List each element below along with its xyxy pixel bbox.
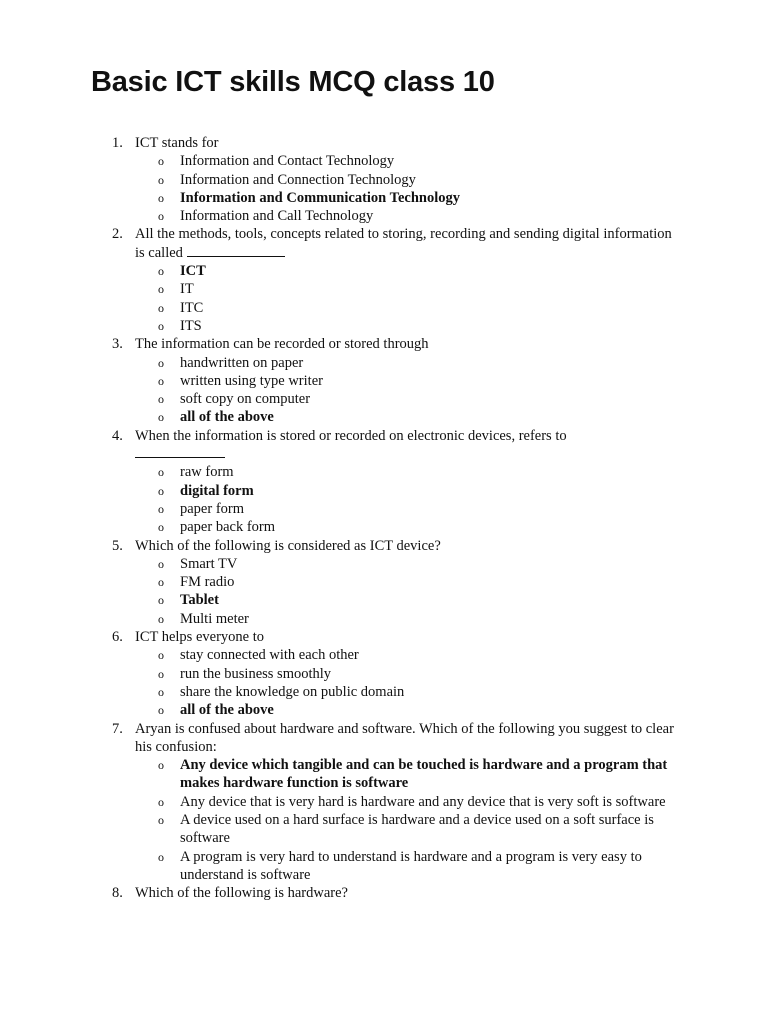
question-number: 4. xyxy=(112,427,123,444)
options-list xyxy=(135,646,678,719)
option-text: paper form xyxy=(180,500,245,517)
option-text: raw form xyxy=(180,464,234,481)
question-text: Which of the following is considered as ICT device? xyxy=(135,537,441,554)
question-text: Aryan is confused about hardware and software. Which of the following you suggest to clear his confusion: xyxy=(135,720,674,755)
circle-bullet-icon: o xyxy=(158,483,164,498)
question-text: ICT helps everyone to xyxy=(135,629,264,646)
option xyxy=(135,171,678,189)
circle-bullet-icon: o xyxy=(158,593,164,608)
question-number: 3. xyxy=(112,336,123,353)
question-1 xyxy=(0,134,768,225)
option xyxy=(135,848,678,885)
option xyxy=(135,811,678,848)
option-text: run the business smoothly xyxy=(180,665,332,682)
circle-bullet-icon: o xyxy=(158,648,164,663)
option-correct xyxy=(135,262,678,280)
option-text: Any device that is very hard is hardware and any device that is very soft is software xyxy=(180,793,666,810)
option xyxy=(135,280,678,298)
option xyxy=(135,354,678,372)
option-text: digital form xyxy=(180,482,254,499)
answer-blank xyxy=(135,445,225,458)
option-text: Information and Communication Technology xyxy=(180,189,460,206)
option-correct xyxy=(135,591,678,609)
option xyxy=(135,390,678,408)
option-correct xyxy=(135,408,678,426)
option xyxy=(135,518,678,536)
circle-bullet-icon: o xyxy=(158,355,164,370)
circle-bullet-icon: o xyxy=(158,264,164,279)
circle-bullet-icon: o xyxy=(158,465,164,480)
option xyxy=(135,646,678,664)
circle-bullet-icon: o xyxy=(158,501,164,516)
circle-bullet-icon: o xyxy=(158,282,164,297)
question-3 xyxy=(0,335,768,426)
circle-bullet-icon: o xyxy=(158,373,164,388)
circle-bullet-icon: o xyxy=(158,611,164,626)
question-number: 2. xyxy=(112,226,123,243)
circle-bullet-icon: o xyxy=(158,556,164,571)
option-text: Tablet xyxy=(180,592,219,609)
question-number: 5. xyxy=(112,537,123,554)
option-text: IT xyxy=(180,281,194,298)
circle-bullet-icon: o xyxy=(158,849,164,864)
option-text: paper back form xyxy=(180,519,276,536)
option xyxy=(135,793,678,811)
option xyxy=(135,683,678,701)
option xyxy=(135,372,678,390)
question-list xyxy=(0,134,768,902)
circle-bullet-icon: o xyxy=(158,703,164,718)
option-text: Any device which tangible and can be touched is hardware and a program that makes hardware function is software xyxy=(180,757,668,792)
circle-bullet-icon: o xyxy=(158,812,164,827)
circle-bullet-icon: o xyxy=(158,190,164,205)
option xyxy=(135,317,678,335)
circle-bullet-icon: o xyxy=(158,300,164,315)
option-text: written using type writer xyxy=(180,372,323,389)
question-text-wrap xyxy=(135,427,678,464)
circle-bullet-icon: o xyxy=(158,666,164,681)
circle-bullet-icon: o xyxy=(158,794,164,809)
option-text: Smart TV xyxy=(180,555,238,572)
option-text: ITS xyxy=(180,317,202,334)
circle-bullet-icon: o xyxy=(158,172,164,187)
circle-bullet-icon: o xyxy=(158,575,164,590)
options-list xyxy=(135,354,678,427)
circle-bullet-icon: o xyxy=(158,410,164,425)
answer-blank xyxy=(187,244,285,257)
option-text: share the knowledge on public domain xyxy=(180,683,405,700)
question-4 xyxy=(0,427,768,537)
option xyxy=(135,573,678,591)
option-text: FM radio xyxy=(180,574,235,591)
option-text: ICT xyxy=(180,263,206,280)
circle-bullet-icon: o xyxy=(158,318,164,333)
option-text: A program is very hard to understand is hardware and a program is very easy to understand is software xyxy=(180,848,642,883)
option-text: soft copy on computer xyxy=(180,391,311,408)
circle-bullet-icon: o xyxy=(158,392,164,407)
question-5 xyxy=(0,537,768,628)
option xyxy=(135,463,678,481)
options-list xyxy=(135,756,678,884)
options-list xyxy=(135,555,678,628)
question-2 xyxy=(0,225,768,335)
question-6 xyxy=(0,628,768,719)
option-text: Multi meter xyxy=(180,610,249,627)
question-text: All the methods, tools, concepts related to storing, recording and sending digital information is called xyxy=(135,226,672,261)
question-7 xyxy=(0,720,768,885)
question-text: When the information is stored or recorded on electronic devices, refers to xyxy=(135,427,567,444)
option xyxy=(135,665,678,683)
option-correct xyxy=(135,701,678,719)
option-text: A device used on a hard surface is hardware and a device used on a soft surface is software xyxy=(180,811,654,847)
page-title: Basic ICT skills MCQ class 10 xyxy=(91,66,495,98)
option-text: Information and Connection Technology xyxy=(180,171,416,188)
question-number: 7. xyxy=(112,720,123,737)
question-text-wrap xyxy=(135,225,678,262)
option-text: ITC xyxy=(180,299,204,316)
circle-bullet-icon: o xyxy=(158,684,164,699)
circle-bullet-icon: o xyxy=(158,154,164,169)
question-number: 6. xyxy=(112,629,123,646)
option-correct xyxy=(135,189,678,207)
options-list xyxy=(135,262,678,335)
option xyxy=(135,207,678,225)
circle-bullet-icon: o xyxy=(158,758,164,773)
question-text: ICT stands for xyxy=(135,135,219,151)
option-correct xyxy=(135,482,678,500)
circle-bullet-icon: o xyxy=(158,209,164,224)
option-text: all of the above xyxy=(180,702,274,719)
option-text: stay connected with each other xyxy=(180,647,359,664)
option-text: handwritten on paper xyxy=(180,354,304,371)
options-list xyxy=(135,463,678,536)
option-correct xyxy=(135,756,678,793)
option xyxy=(135,610,678,628)
option-text: all of the above xyxy=(180,409,274,426)
question-8 xyxy=(0,884,768,902)
option-text: Information and Call Technology xyxy=(180,208,374,225)
option xyxy=(135,500,678,518)
question-text: The information can be recorded or stored through xyxy=(135,336,429,353)
option xyxy=(135,299,678,317)
option-text: Information and Contact Technology xyxy=(180,153,395,170)
options-list xyxy=(135,152,678,225)
question-number: 1. xyxy=(112,135,123,151)
circle-bullet-icon: o xyxy=(158,520,164,535)
question-text: Which of the following is hardware? xyxy=(135,885,348,902)
option xyxy=(135,555,678,573)
question-number: 8. xyxy=(112,885,123,902)
option xyxy=(135,152,678,170)
